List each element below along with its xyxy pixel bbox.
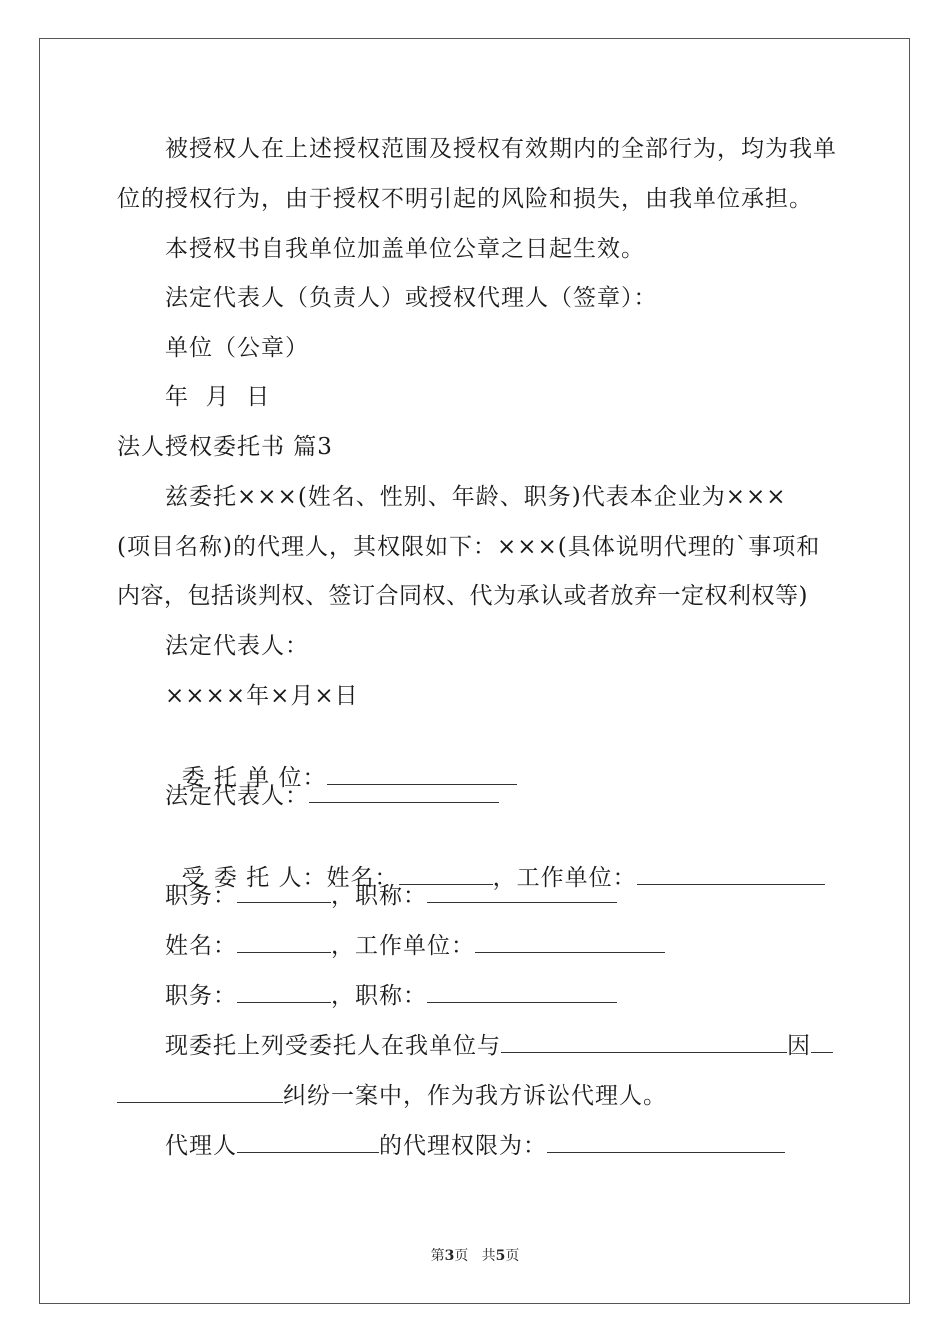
- work-unit-blank[interactable]: [637, 862, 825, 885]
- work-unit-label-2: ，工作单位：: [331, 933, 475, 959]
- position-blank[interactable]: [237, 880, 331, 903]
- agent-name-blank[interactable]: [237, 1130, 379, 1153]
- footer-total-pages: 5: [495, 1248, 506, 1264]
- legal-rep-label: 法定代表人：: [165, 633, 309, 659]
- trustee-name-label: 受 委 托 人：姓名：: [181, 865, 399, 891]
- date-placeholder: ××××年×月×日: [165, 683, 359, 709]
- opponent-blank[interactable]: [501, 1030, 787, 1053]
- footer-total-prefix: 共: [481, 1248, 496, 1264]
- paragraph-line: 法定代表人（负责人）或授权代理人（签章）：: [165, 285, 658, 311]
- paragraph-line: (项目名称)的代理人，其权限如下：×××(具体说明代理的`事项和: [117, 534, 821, 560]
- cause-blank-start[interactable]: [811, 1030, 833, 1053]
- page-footer: [0, 1246, 950, 1266]
- agent-label: 代理人: [165, 1133, 237, 1159]
- footer-page-suffix: 页: [454, 1248, 469, 1264]
- footer-prefix: 第: [430, 1248, 445, 1264]
- footer-page-number: 3: [444, 1248, 455, 1264]
- paragraph-line: 内容，包括谈判权、签订合同权、代为承认或者放弃一定权利权等): [117, 583, 808, 609]
- agent-scope-blank[interactable]: [547, 1130, 785, 1153]
- entrusting-unit-label: 委 托 单 位：: [181, 765, 327, 791]
- position-row: [165, 880, 617, 912]
- footer-total-suffix: 页: [505, 1248, 520, 1264]
- title-blank-2[interactable]: [427, 980, 617, 1003]
- work-unit-label: ，工作单位：: [492, 865, 637, 891]
- entrust-row: [165, 1030, 833, 1062]
- entrust-end-text: 纠纷一案中，作为我方诉讼代理人。: [283, 1083, 667, 1109]
- date-line: 年 月 日: [165, 384, 271, 410]
- cause-blank-end[interactable]: [117, 1080, 283, 1103]
- work-unit-blank-2[interactable]: [475, 930, 665, 953]
- paragraph-line: 兹委托×××(姓名、性别、年龄、职务)代表本企业为×××: [165, 484, 787, 510]
- position-row-2: [165, 980, 617, 1012]
- paragraph-line: 位的授权行为，由于授权不明引起的风险和损失，由我单位承担。: [117, 186, 813, 212]
- agent-row: [165, 1130, 785, 1162]
- entrust-row-2: [117, 1080, 667, 1112]
- position-label-2: 职务：: [165, 983, 237, 1009]
- title-label-2: ，职称：: [331, 983, 427, 1009]
- legal-rep-row: [165, 780, 499, 812]
- name-blank[interactable]: [237, 930, 331, 953]
- title-blank[interactable]: [427, 880, 617, 903]
- paragraph-line: 被授权人在上述授权范围及授权有效期内的全部行为，均为我单: [165, 136, 837, 162]
- name-label: 姓名：: [165, 933, 237, 959]
- legal-rep-blank[interactable]: [309, 780, 499, 803]
- entrust-text: 现委托上列受委托人在我单位与: [165, 1033, 501, 1059]
- agent-scope-label: 的代理权限为：: [379, 1133, 547, 1159]
- legal-rep-label-2: 法定代表人：: [165, 783, 309, 809]
- entrust-cause-text: 因: [787, 1033, 811, 1059]
- title-label: ，职称：: [331, 883, 427, 909]
- paragraph-line: 单位（公章）: [165, 335, 309, 361]
- paragraph-line: 本授权书自我单位加盖单位公章之日起生效。: [165, 236, 645, 262]
- page-frame: [39, 38, 910, 1304]
- section-heading: 法人授权委托书 篇3: [117, 434, 333, 460]
- name-row: [165, 930, 665, 962]
- position-label: 职务：: [165, 883, 237, 909]
- position-blank-2[interactable]: [237, 980, 331, 1003]
